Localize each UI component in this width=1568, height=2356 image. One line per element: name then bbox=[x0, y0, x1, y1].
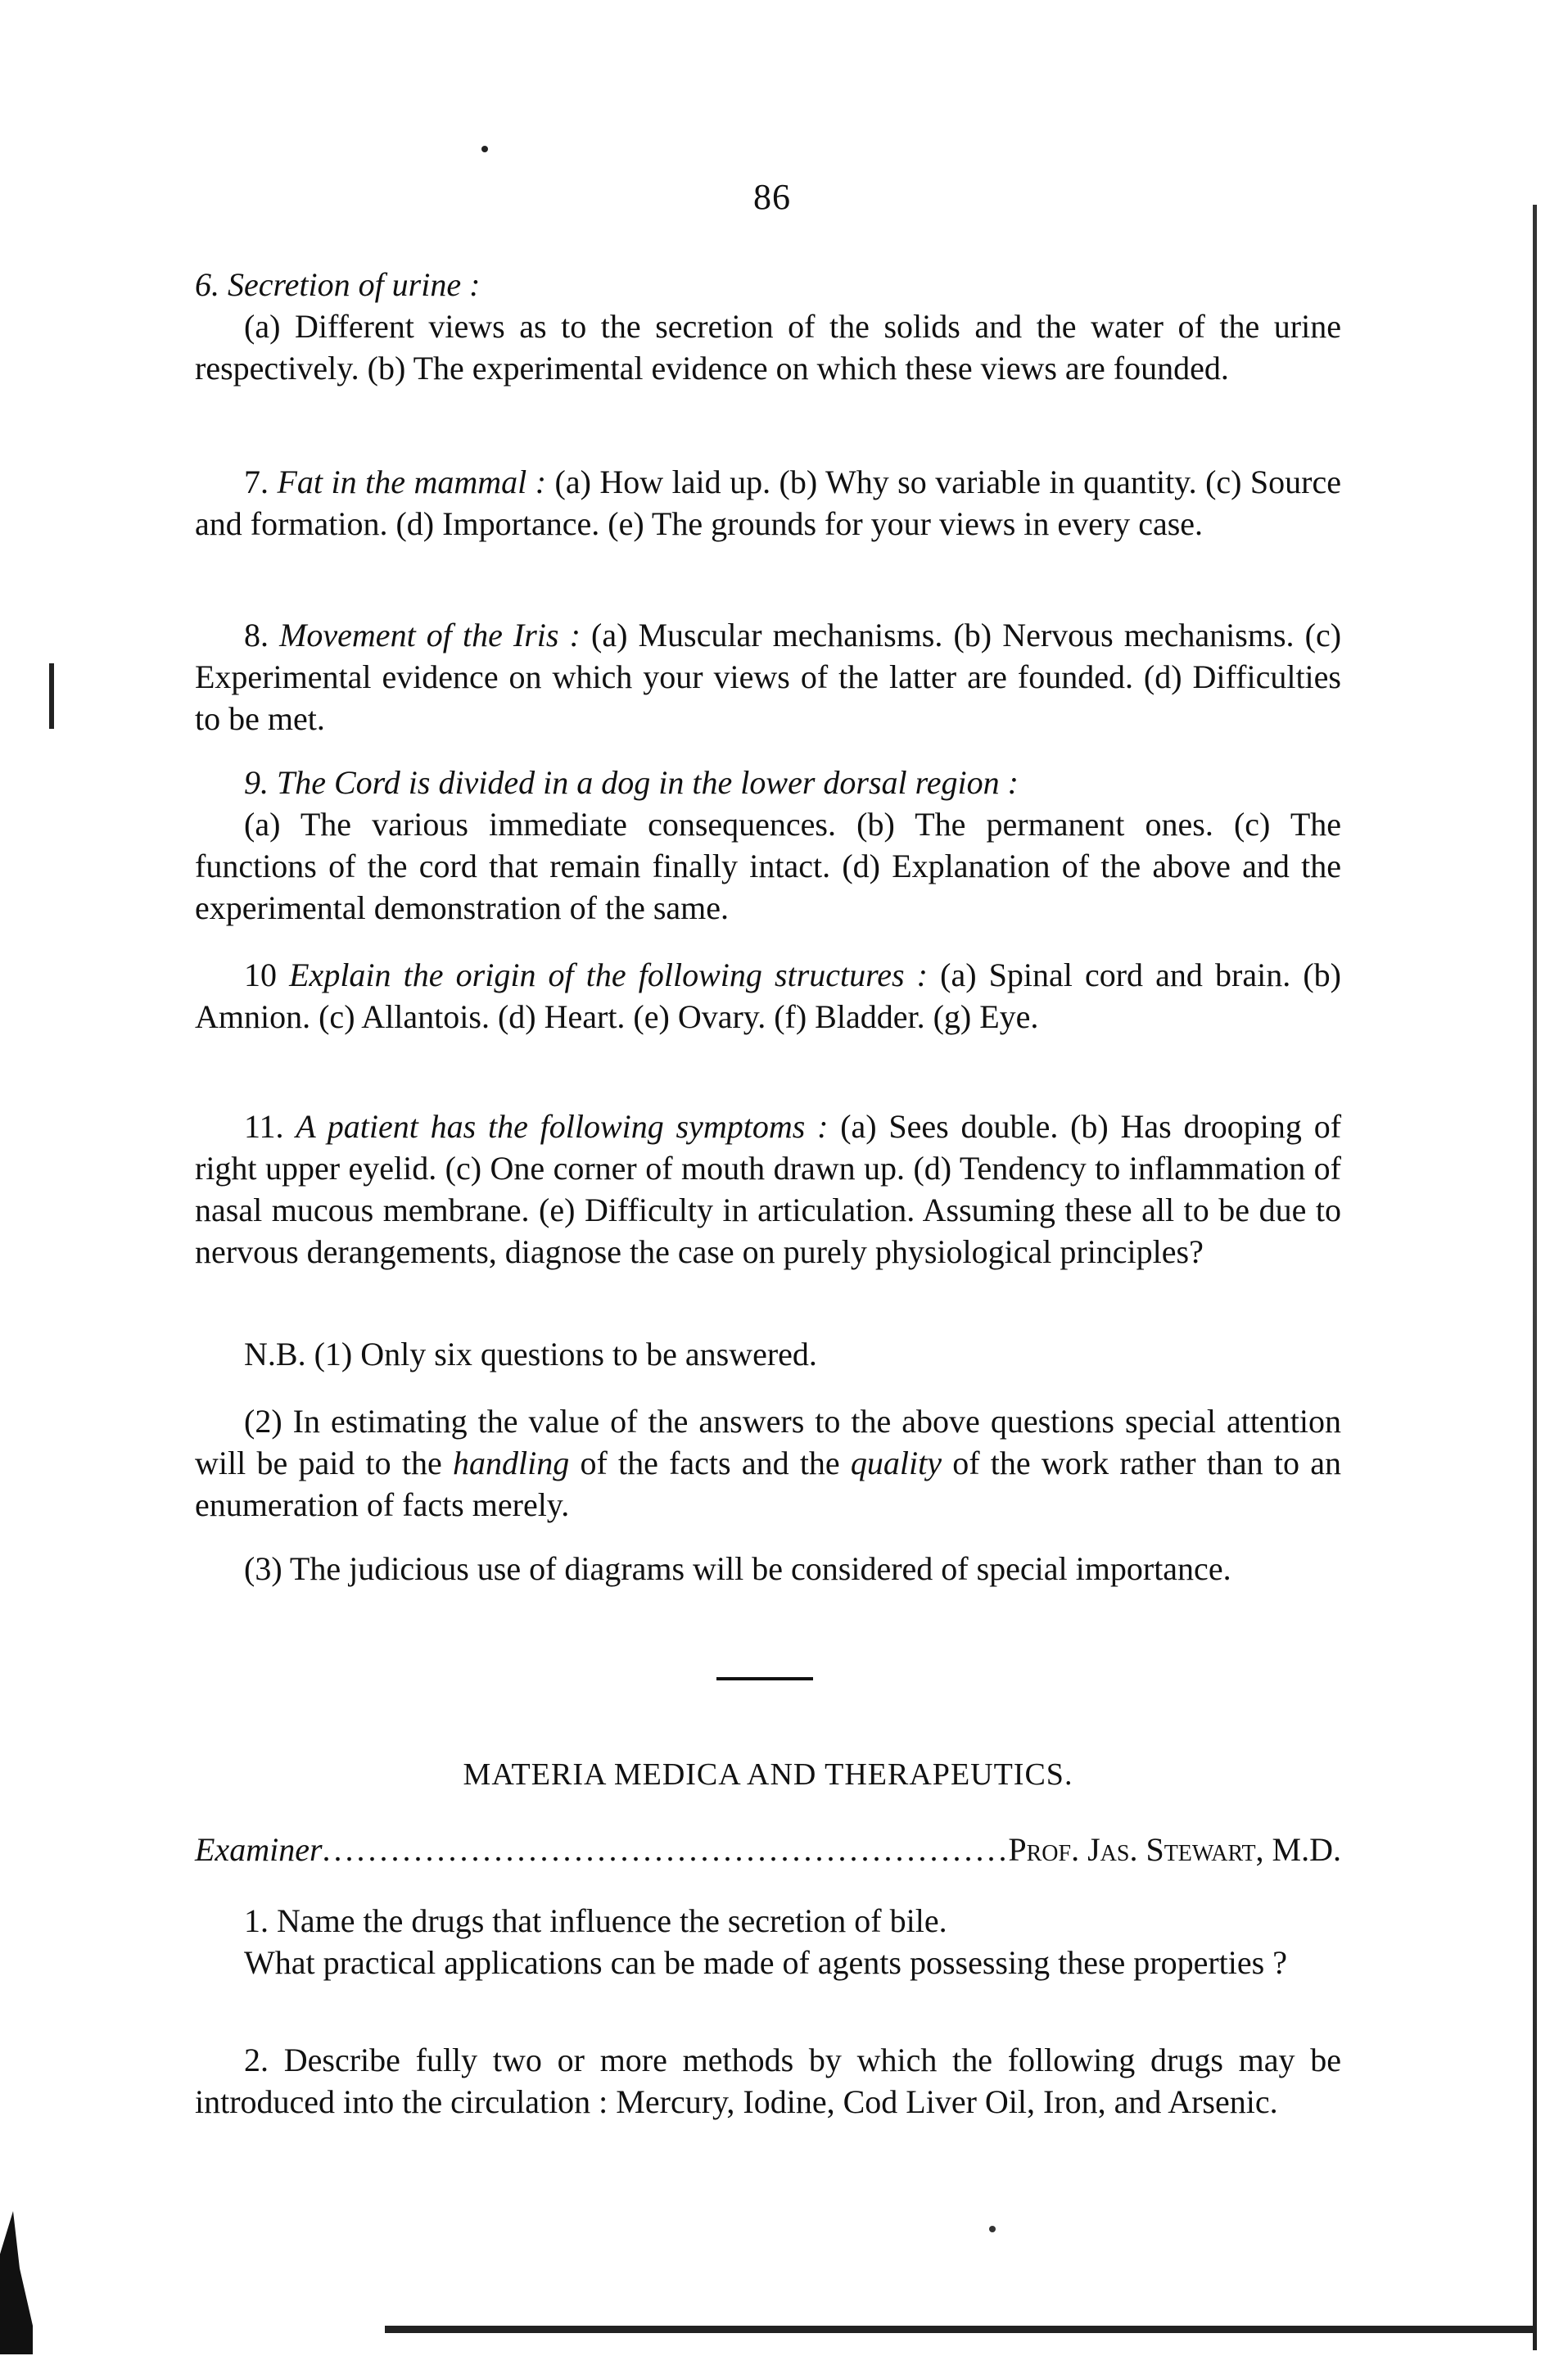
question-heading: Movement of the Iris : bbox=[279, 617, 581, 653]
section-divider bbox=[716, 1677, 813, 1680]
mm-question-2 bbox=[195, 2039, 1341, 2123]
question-body: (a) How laid up. (b) Why so variable in quantity. (c) Source and formation. (d) Importance. (e) The grounds for your views in every case. bbox=[195, 464, 1342, 542]
question-body: (a) Sees double. (b) Has drooping of right upper eyelid. (c) One corner of mouth drawn up. (d) Tendency to inflammation of nasal mucous membrane. (e) Difficulty in articulation. Assuming these all to be due to nervous derangements, diagnose the case on purely physiological principles? bbox=[195, 1108, 1342, 1270]
section-title: MATERIA MEDICA AND THERAPEUTICS. bbox=[463, 1757, 1073, 1792]
question-body: (a) Muscular mechanisms. (b) Nervous mechanisms. (c) Experimental evidence on which your views of the latter are founded. (d) Difficulties to be met. bbox=[195, 617, 1342, 737]
question-7 bbox=[195, 461, 1341, 545]
question-number: 10 bbox=[244, 956, 277, 993]
question-body: (a) Spinal cord and brain. (b) Amnion. (c) Allantois. (d) Heart. (e) Ovary. (f) Bladder. (g) Eye. bbox=[195, 956, 1342, 1035]
scan-edge-bottom bbox=[385, 2326, 1535, 2333]
question-body: 1. Name the drugs that influence the secretion of bile. bbox=[244, 1902, 947, 1939]
question-body: What practical applications can be made of agents possessing these properties ? bbox=[244, 1944, 1287, 1981]
leader-dots bbox=[323, 1830, 1009, 1869]
question-8 bbox=[195, 614, 1341, 739]
note-text: (3) The judicious use of diagrams will be considered of special importance. bbox=[244, 1550, 1231, 1587]
scan-speck bbox=[481, 146, 488, 152]
question-number: 7. bbox=[244, 464, 269, 500]
note-1 bbox=[195, 1333, 1341, 1375]
examiner-label: Examiner bbox=[195, 1831, 323, 1868]
scan-blot bbox=[0, 2211, 33, 2354]
examiner-name: Prof. Jas. Stewart, M.D. bbox=[1008, 1831, 1341, 1868]
question-number: 8. bbox=[244, 617, 269, 653]
question-body: 2. Describe fully two or more methods by which the following drugs may be introduced into the circulation : Mercury, Iodine, Cod Liver Oil, Iron, and Arsenic. bbox=[195, 2042, 1341, 2120]
question-body: (a) The various immediate consequences. (b) The permanent ones. (c) The functions of the cord that remain finally intact. (d) Explanation of the above and the experimental demonstration of the same. bbox=[195, 806, 1341, 926]
scan-mark bbox=[49, 663, 54, 729]
note-2 bbox=[195, 1400, 1341, 1526]
question-number: 11. bbox=[244, 1108, 284, 1145]
note-3 bbox=[195, 1548, 1341, 1590]
question-9 bbox=[195, 762, 1341, 929]
question-heading: A patient has the following symptoms : bbox=[296, 1108, 829, 1145]
note-emphasis-quality: quality bbox=[850, 1445, 942, 1481]
examiner-line bbox=[195, 1830, 1341, 1869]
question-body: (a) Different views as to the secretion of the solids and the water of the urine respectively. (b) The experimental evidence on which these views are founded. bbox=[195, 308, 1341, 387]
scan-speck bbox=[989, 2226, 996, 2232]
question-heading: 9. The Cord is divided in a dog in the lower dorsal region : bbox=[244, 764, 1019, 801]
page-number: 86 bbox=[753, 177, 791, 217]
note-text: of the work rather than to an enumeration of facts merely. bbox=[195, 1445, 1342, 1523]
question-6 bbox=[195, 264, 1341, 389]
question-10 bbox=[195, 954, 1341, 1038]
question-heading: 6. Secretion of urine : bbox=[195, 266, 481, 303]
scan-edge-right bbox=[1533, 205, 1537, 2350]
question-heading: Fat in the mammal : bbox=[277, 464, 547, 500]
question-heading: Explain the origin of the following structures : bbox=[289, 956, 928, 993]
note-text: (2) In estimating the value of the answers to the above questions special attention will be paid to the bbox=[195, 1403, 1341, 1481]
question-11 bbox=[195, 1106, 1341, 1273]
note-text: N.B. (1) Only six questions to be answered. bbox=[244, 1336, 817, 1372]
note-text: of the facts and the bbox=[569, 1445, 851, 1481]
mm-question-1 bbox=[195, 1900, 1341, 1983]
note-emphasis-handling: handling bbox=[452, 1445, 570, 1481]
